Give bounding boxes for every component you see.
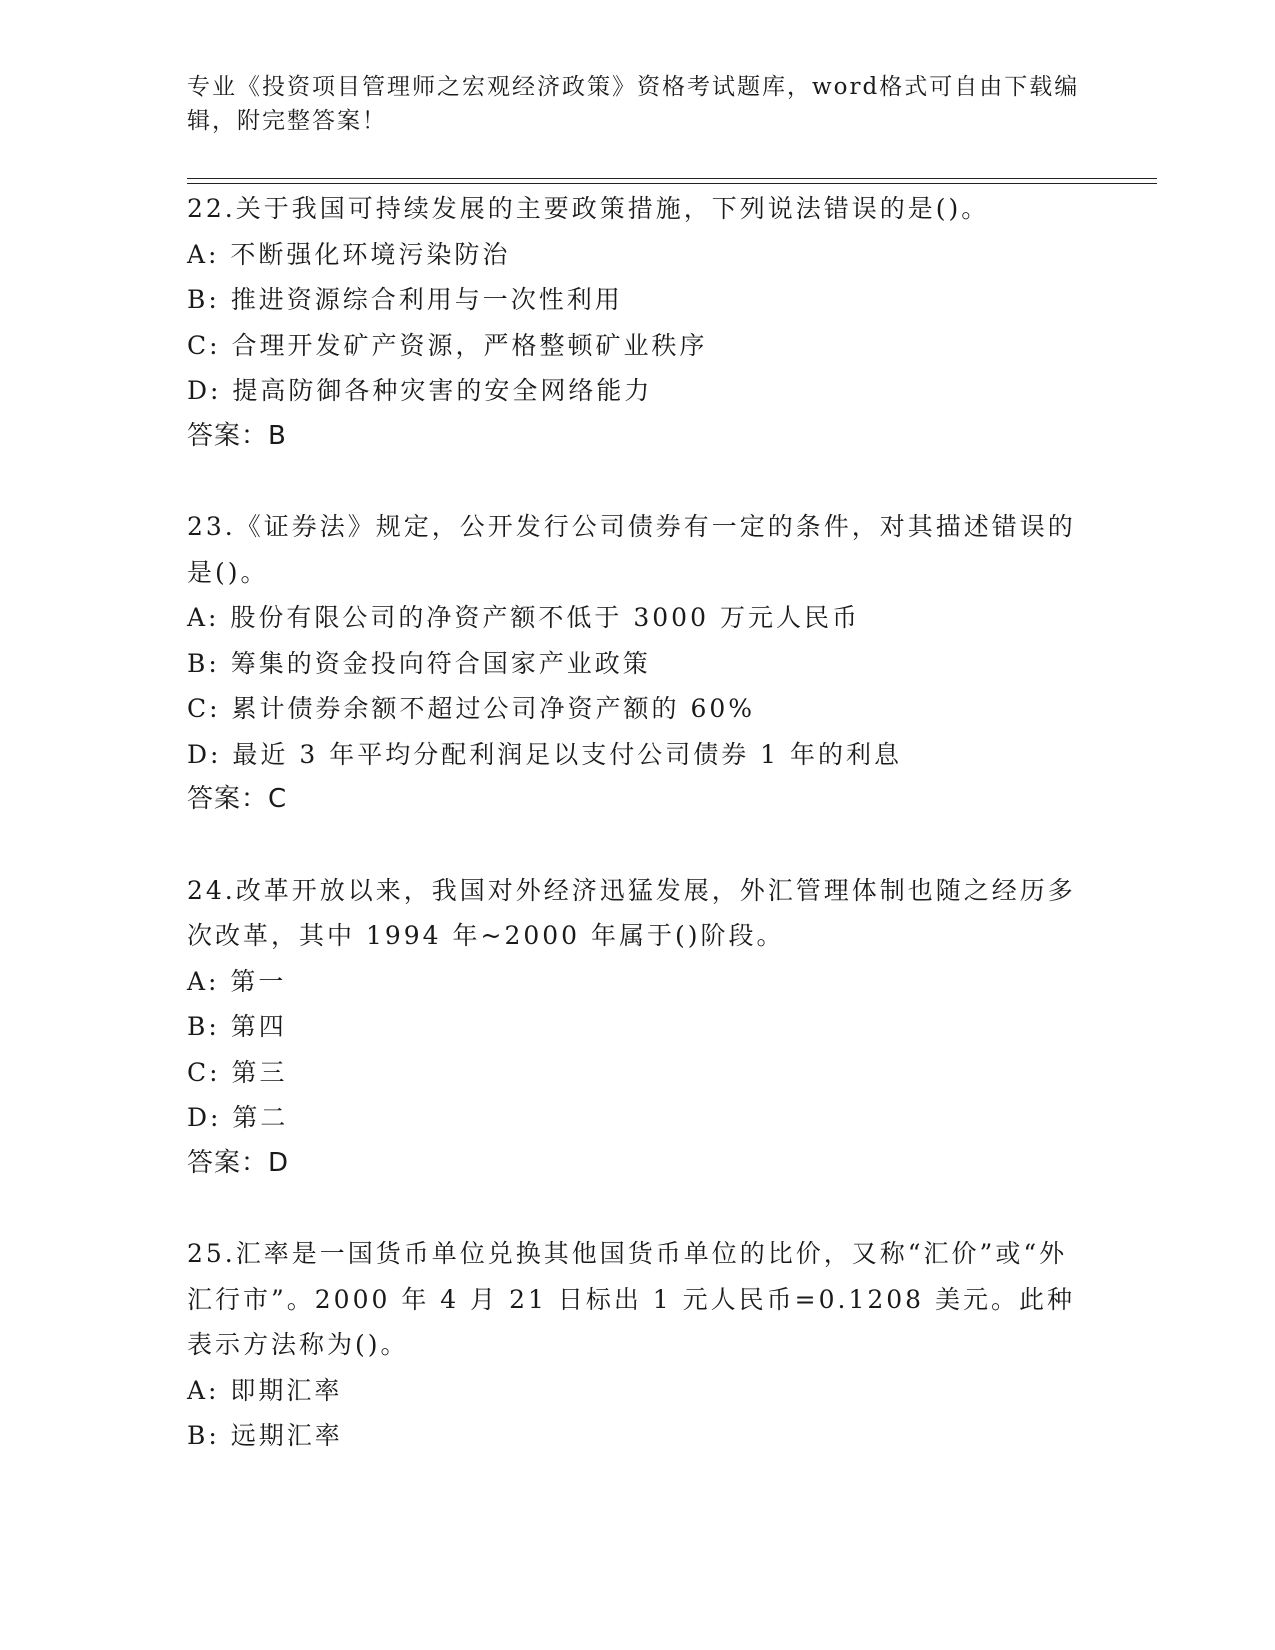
answer-line: 答案：D (187, 1147, 290, 1178)
option-b: B: 推进资源综合利用与一次性利用 (187, 285, 623, 314)
option-a: A: 即期汇率 (187, 1375, 343, 1405)
question-24 (187, 868, 1087, 1187)
option-d: D: 第二 (187, 1103, 289, 1132)
question-spacer (187, 823, 1087, 868)
question-25 (187, 1231, 1087, 1459)
header-divider-top (187, 178, 1157, 179)
question-spacer (187, 459, 1087, 504)
option-d: D: 最近 3 年平均分配利润足以支付公司债券 1 年的利息 (187, 739, 903, 769)
document-header: 专业《投资项目管理师之宏观经济政策》资格考试题库，word格式可自由下载编辑，附完整答案！ (187, 74, 1080, 134)
question-22 (187, 186, 1087, 459)
option-a: A: 股份有限公司的净资产额不低于 3000 万元人民币 (187, 603, 860, 632)
answer-line: 答案：B (187, 420, 287, 451)
question-stem: 25.汇率是一国货币单位兑换其他国货币单位的比价，又称“汇价”或“外汇行市”。2000 年 4 月 21 日标出 1 元人民币=0.1208 美元。此种表示方法称为()。 (187, 1239, 1076, 1359)
question-23 (187, 504, 1087, 823)
question-spacer (187, 1186, 1087, 1231)
question-stem: 22.关于我国可持续发展的主要政策措施，下列说法错误的是()。 (187, 194, 990, 223)
answer-line: 答案：C (187, 784, 288, 814)
option-c: C: 累计债券余额不超过公司净资产额的 60% (187, 694, 756, 723)
header-divider-bottom (187, 183, 1157, 184)
question-list (187, 186, 1087, 1459)
question-stem: 23.《证券法》规定，公开发行公司债券有一定的条件，对其描述错误的是()。 (187, 512, 1076, 587)
option-c: C: 合理开发矿产资源，严格整顿矿业秩序 (187, 330, 708, 360)
option-d: D: 提高防御各种灾害的安全网络能力 (187, 376, 653, 405)
option-a: A: 第一 (187, 966, 287, 996)
option-b: B: 远期汇率 (187, 1421, 343, 1450)
option-a: A: 不断强化环境污染防治 (187, 239, 511, 269)
option-b: B: 第四 (187, 1012, 287, 1041)
option-b: B: 筹集的资金投向符合国家产业政策 (187, 648, 651, 678)
question-stem: 24.改革开放以来，我国对外经济迅猛发展，外汇管理体制也随之经历多次改革，其中 1994 年~2000 年属于()阶段。 (187, 875, 1076, 950)
option-c: C: 第三 (187, 1057, 288, 1087)
